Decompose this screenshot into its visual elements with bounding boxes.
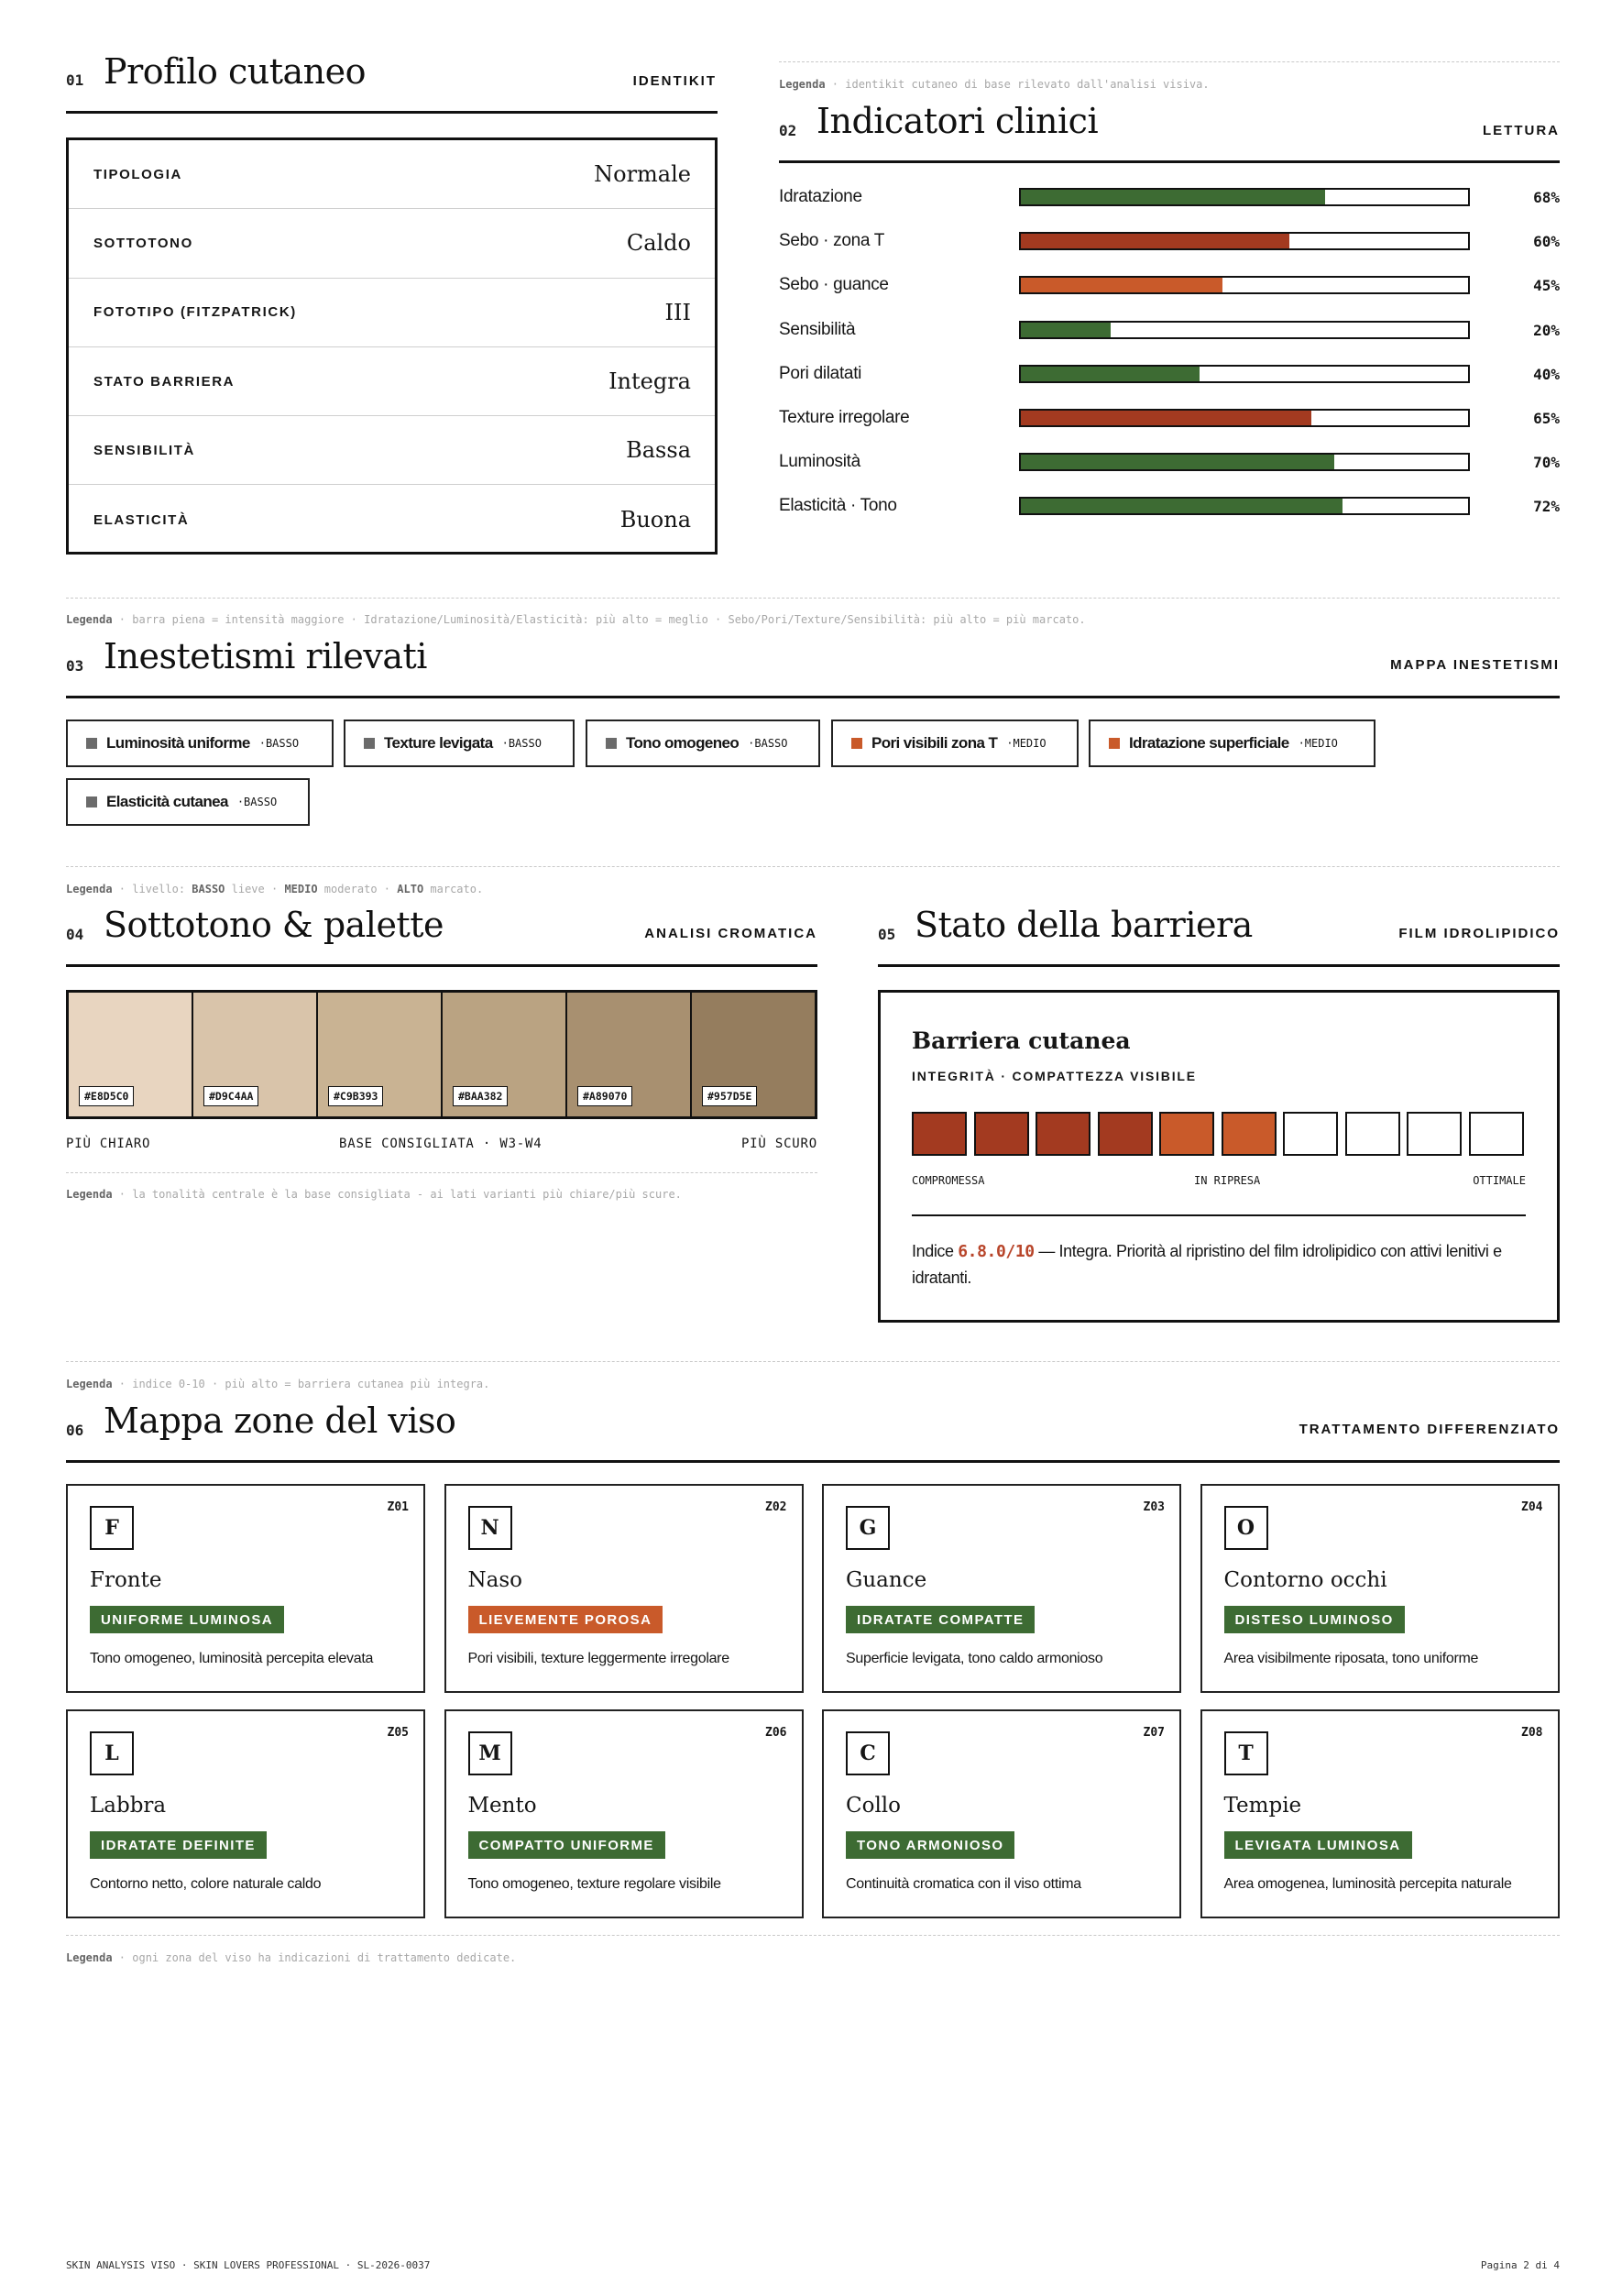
indicator-bar (1019, 276, 1470, 294)
scale-label-mid: BASE CONSIGLIATA · W3-W4 (339, 1137, 542, 1151)
meter-segment (1159, 1112, 1214, 1156)
chip-label: Texture levigata (384, 734, 493, 752)
swatch-hex: #C9B393 (328, 1086, 383, 1106)
zone-badge: COMPATTO UNIFORME (468, 1831, 665, 1859)
section-rule (66, 1460, 1560, 1463)
zone-letter: C (846, 1731, 890, 1775)
issue-chip (831, 720, 1079, 767)
zone-description: Continuità cromatica con il viso ottima (846, 1876, 1081, 1892)
chip-label: Elasticità cutanea (106, 793, 228, 810)
issue-chip (344, 720, 575, 767)
color-swatch (692, 993, 815, 1116)
profile-label: ELASTICITÀ (93, 511, 190, 528)
indicator-bar-fill (1021, 323, 1111, 337)
indicator-percent: 45% (1533, 277, 1560, 295)
indicator-label: Sensibilità (779, 319, 856, 339)
indicator-bar (1019, 365, 1470, 383)
indicator-bar-fill (1021, 499, 1343, 513)
zone-name: Guance (846, 1568, 927, 1592)
meter-label-mid: IN RIPRESA (1194, 1174, 1261, 1187)
barrier-title: Barriera cutanea (912, 1027, 1131, 1054)
zone-badge: LEVIGATA LUMINOSA (1224, 1831, 1412, 1859)
indicator-row (779, 271, 1560, 299)
divider (66, 1361, 1560, 1362)
chip-label: Luminosità uniforme (106, 734, 250, 752)
profile-value: Buona (619, 507, 691, 533)
indicator-bar-fill (1021, 411, 1311, 425)
legend: Legenda · la tonalità centrale è la base consigliata - ai lati varianti più chiare/più scure. (66, 1188, 682, 1201)
indicator-bar-fill (1021, 367, 1200, 381)
profile-value: Integra (608, 368, 691, 395)
zone-name: Collo (846, 1794, 902, 1818)
zone-card (1200, 1709, 1560, 1918)
footer-page: Pagina 2 di 4 (1480, 2259, 1560, 2271)
severity-square (86, 738, 97, 749)
zone-letter: M (468, 1731, 512, 1775)
profile-row (69, 485, 715, 554)
section-rule (779, 160, 1560, 163)
profile-value: Caldo (626, 230, 691, 257)
barrier-index-value: 6.8.0/10 (958, 1242, 1035, 1261)
section-title: Stato della barriera (915, 905, 1253, 945)
swatch-hex: #D9C4AA (203, 1086, 258, 1106)
section-rule (66, 696, 1560, 698)
indicator-bar-fill (1021, 190, 1325, 204)
zone-card (444, 1709, 804, 1918)
color-swatch (318, 993, 443, 1116)
profile-value: III (664, 299, 691, 325)
chip-level: ·BASSO (258, 737, 300, 750)
zone-badge: DISTESO LUMINOSO (1224, 1606, 1405, 1633)
color-swatch (69, 993, 193, 1116)
profile-label: SENSIBILITÀ (93, 442, 195, 458)
divider (66, 866, 1560, 867)
issue-chip (66, 778, 310, 826)
zone-name: Naso (467, 1568, 522, 1592)
zone-letter: G (846, 1506, 890, 1550)
indicator-percent: 68% (1533, 189, 1560, 206)
indicator-label: Texture irregolare (779, 408, 910, 427)
profile-row (69, 347, 715, 416)
barrier-divider (912, 1214, 1526, 1216)
swatch-hex: #957D5E (702, 1086, 757, 1106)
scale-label-right: PIÙ SCURO (740, 1137, 817, 1151)
chip-level: ·MEDIO (1298, 737, 1338, 750)
section-rule (66, 964, 817, 967)
section-number: 03 (66, 657, 84, 675)
section-tag: IDENTIKIT (632, 73, 717, 89)
zone-description: Superficie levigata, tono caldo armonioso (846, 1651, 1103, 1666)
section-tag: ANALISI CROMATICA (644, 926, 817, 941)
zone-name: Fronte (90, 1568, 162, 1592)
chip-level: ·BASSO (236, 796, 278, 808)
indicator-label: Sebo · guance (779, 275, 889, 295)
profile-row (69, 416, 715, 485)
zone-name: Mento (467, 1794, 537, 1818)
indicator-percent: 60% (1533, 233, 1560, 251)
indicator-label: Sebo · zona T (779, 231, 885, 251)
profile-table (66, 137, 718, 555)
profile-value: Bassa (626, 437, 691, 464)
zone-description: Contorno netto, colore naturale caldo (90, 1876, 322, 1892)
indicator-bar-fill (1021, 234, 1289, 248)
issue-chip (1089, 720, 1375, 767)
section-number: 04 (66, 926, 84, 943)
section-tag: FILM IDROLIPIDICO (1398, 926, 1560, 941)
meter-segment (1469, 1112, 1524, 1156)
section-number: 05 (878, 926, 896, 943)
zone-description: Tono omogeneo, luminosità percepita elevata (90, 1651, 374, 1666)
swatch-hex: #BAA382 (453, 1086, 508, 1106)
meter-segment (912, 1112, 967, 1156)
zone-badge: IDRATATE COMPATTE (846, 1606, 1035, 1633)
footer-left: SKIN ANALYSIS VISO · SKIN LOVERS PROFESSIONAL · SL-2026-0037 (66, 2259, 431, 2271)
zone-code: Z04 (1521, 1500, 1543, 1514)
indicator-row (779, 492, 1560, 520)
section-title: Sottotono & palette (104, 905, 444, 945)
legend: Legenda · indice 0-10 · più alto = barriera cutanea più integra. (66, 1378, 490, 1390)
section-title: Inestetismi rilevati (104, 636, 427, 676)
indicator-bar (1019, 497, 1470, 515)
meter-label-right: OTTIMALE (1473, 1174, 1526, 1187)
chip-level: ·BASSO (501, 737, 542, 750)
zone-description: Area visibilmente riposata, tono uniforme (1223, 1651, 1479, 1666)
zone-badge: IDRATATE DEFINITE (90, 1831, 267, 1859)
section-number: 01 (66, 71, 84, 89)
profile-label: STATO BARRIERA (93, 373, 236, 390)
indicator-percent: 40% (1533, 365, 1560, 383)
divider (66, 1935, 1560, 1936)
indicator-label: Elasticità · Tono (779, 496, 897, 516)
legend: Legenda · barra piena = intensità maggiore · Idratazione/Luminosità/Elasticità: più alto = meglio · Sebo/Pori/Texture/Sensibilità: più alto = più marcato. (66, 613, 1086, 626)
zone-card (1200, 1484, 1560, 1693)
zone-name: Labbra (90, 1794, 167, 1818)
section-title: Profilo cutaneo (104, 51, 366, 92)
zone-badge: TONO ARMONIOSO (846, 1831, 1014, 1859)
divider (779, 61, 1560, 62)
zone-letter: F (90, 1506, 134, 1550)
zone-card (444, 1484, 804, 1693)
indicator-row (779, 227, 1560, 255)
severity-square (606, 738, 617, 749)
zone-letter: L (90, 1731, 134, 1775)
legend: Legenda · livello: BASSO lieve · MEDIO moderato · ALTO marcato. (66, 883, 484, 895)
section-tag: TRATTAMENTO DIFFERENZIATO (1299, 1422, 1560, 1437)
zone-name: Tempie (1223, 1794, 1302, 1818)
section-rule (66, 111, 718, 114)
section-rule (878, 964, 1560, 967)
severity-square (364, 738, 375, 749)
indicator-row (779, 404, 1560, 432)
legend: Legenda · ogni zona del viso ha indicazioni di trattamento dedicate. (66, 1951, 517, 1964)
swatch-hex: #E8D5C0 (79, 1086, 134, 1106)
zone-letter: N (468, 1506, 512, 1550)
profile-row (69, 279, 715, 347)
issue-chip (586, 720, 820, 767)
section-number: 06 (66, 1422, 84, 1439)
indicator-label: Idratazione (779, 187, 862, 206)
chip-label: Tono omogeneo (626, 734, 740, 752)
zone-code: Z01 (387, 1500, 409, 1514)
zone-code: Z05 (387, 1726, 409, 1740)
section-number: 02 (779, 122, 797, 139)
scale-label-left: PIÙ CHIARO (66, 1137, 151, 1151)
zone-description: Area omogenea, luminosità percepita naturale (1223, 1876, 1512, 1892)
zone-card (66, 1709, 425, 1918)
section-title: Indicatori clinici (816, 101, 1099, 141)
profile-label: FOTOTIPO (FITZPATRICK) (93, 304, 297, 321)
profile-label: TIPOLOGIA (93, 166, 182, 182)
indicator-bar (1019, 232, 1470, 250)
swatch-hex: #A89070 (577, 1086, 632, 1106)
meter-segment (1222, 1112, 1277, 1156)
zone-card (822, 1484, 1181, 1693)
barrier-subtitle: INTEGRITÀ · COMPATTEZZA VISIBILE (912, 1069, 1197, 1083)
profile-value: Normale (594, 161, 691, 188)
meter-segment (1098, 1112, 1153, 1156)
indicator-percent: 20% (1533, 321, 1560, 339)
indicator-bar-fill (1021, 455, 1334, 469)
zone-code: Z06 (765, 1726, 787, 1740)
severity-square (86, 796, 97, 807)
divider (66, 1172, 817, 1173)
chip-level: ·BASSO (748, 737, 788, 750)
indicator-bar (1019, 409, 1470, 427)
indicator-bar (1019, 453, 1470, 471)
zone-description: Tono omogeneo, texture regolare visibile (467, 1876, 721, 1892)
zone-description: Pori visibili, texture leggermente irregolare (467, 1651, 729, 1666)
meter-segment (1407, 1112, 1462, 1156)
color-swatch (193, 993, 318, 1116)
zone-name: Contorno occhi (1223, 1568, 1387, 1592)
chip-label: Idratazione superficiale (1129, 734, 1289, 752)
meter-segment (974, 1112, 1029, 1156)
indicator-percent: 70% (1533, 454, 1560, 472)
indicator-row (779, 183, 1560, 211)
zone-code: Z03 (1143, 1500, 1165, 1514)
indicator-row (779, 360, 1560, 388)
meter-segment (1036, 1112, 1090, 1156)
section-tag: MAPPA INESTETISMI (1390, 657, 1560, 673)
indicator-percent: 65% (1533, 410, 1560, 427)
meter-segment (1283, 1112, 1338, 1156)
zone-badge: UNIFORME LUMINOSA (90, 1606, 284, 1633)
zone-letter: O (1224, 1506, 1268, 1550)
barrier-index-text: Indice 6.8.0/10 — Integra. Priorità al ripristino del film idrolipidico con attivi lenitivi e idratanti. (912, 1242, 1502, 1287)
color-swatch (567, 993, 692, 1116)
indicator-bar (1019, 188, 1470, 206)
divider (66, 598, 1560, 599)
zone-code: Z08 (1521, 1726, 1543, 1740)
indicator-label: Pori dilatati (779, 363, 862, 383)
severity-square (851, 738, 862, 749)
section-title: Mappa zone del viso (104, 1401, 456, 1441)
indicator-percent: 72% (1533, 498, 1560, 516)
chip-level: ·MEDIO (1006, 737, 1047, 750)
profile-row (69, 209, 715, 278)
zone-badge: LIEVEMENTE POROSA (468, 1606, 663, 1633)
indicator-bar-fill (1021, 278, 1222, 292)
indicator-row (779, 448, 1560, 476)
section-tag: LETTURA (1483, 123, 1560, 138)
indicator-label: Luminosità (779, 452, 860, 472)
zone-card (822, 1709, 1181, 1918)
severity-square (1109, 738, 1120, 749)
profile-row (69, 140, 715, 209)
barrier-card (878, 990, 1560, 1323)
meter-segment (1345, 1112, 1400, 1156)
zone-code: Z02 (765, 1500, 787, 1514)
indicator-bar (1019, 321, 1470, 339)
zone-card (66, 1484, 425, 1693)
indicator-row (779, 316, 1560, 344)
issue-chip (66, 720, 334, 767)
profile-label: SOTTOTONO (93, 235, 193, 251)
chip-label: Pori visibili zona T (871, 734, 998, 752)
meter-label-left: COMPROMESSA (912, 1174, 985, 1187)
zone-code: Z07 (1143, 1726, 1165, 1740)
legend: Legenda · identikit cutaneo di base rilevato dall'analisi visiva. (779, 78, 1210, 91)
color-swatch (443, 993, 567, 1116)
color-palette (66, 990, 817, 1119)
zone-letter: T (1224, 1731, 1268, 1775)
